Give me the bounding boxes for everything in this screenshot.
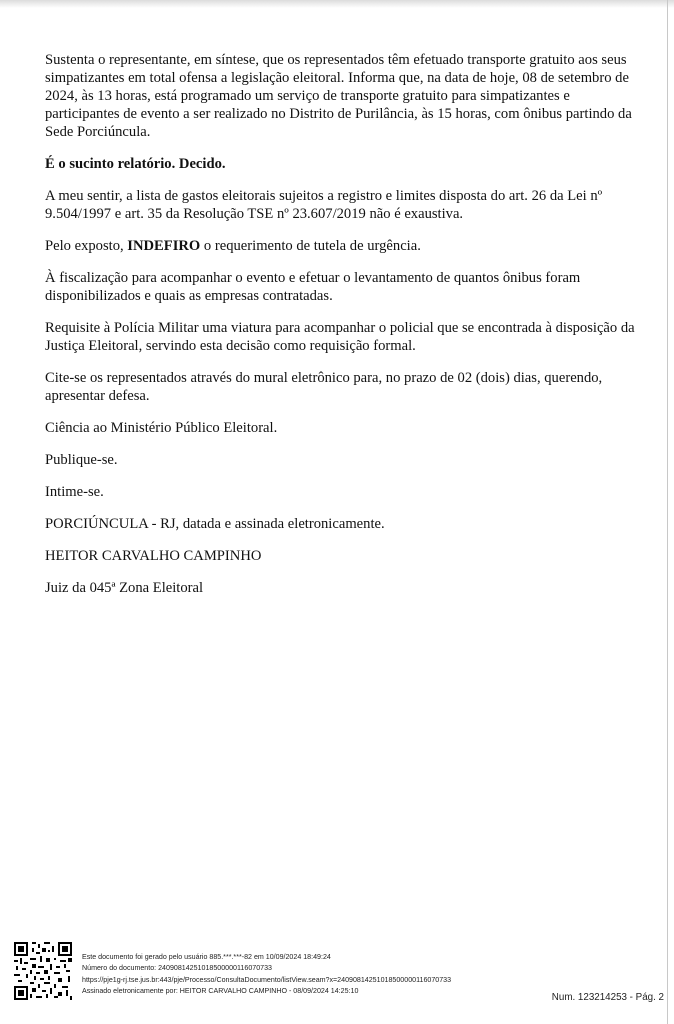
signer-name: HEITOR CARVALHO CAMPINHO	[45, 548, 262, 564]
qr-code-icon	[14, 942, 72, 1000]
signer-title: Juiz da 045ª Zona Eleitoral	[45, 580, 204, 596]
paragraph-police-request: Requisite à Polícia Militar uma viatura para acompanhar o policial que se encontrada à disposição da Justiça Eleitoral, servindo esta decisão como requisição formal.	[45, 320, 635, 354]
paragraph-opinion: A meu sentir, a lista de gastos eleitorais sujeitos a registro e limites disposta do art. 26 da Lei nº 9.504/1997 e art. 35 da Resolução TSE nº 23.607/2019 não é exaustiva.	[45, 188, 603, 222]
paragraph-summary: Sustenta o representante, em síntese, que os representados têm efetuado transporte gratuito aos seus simpatizantes em total ofensa a legislação eleitoral. Informa que, na data de hoje, 08 de setembro de 2024, às 13 horas, está programado um serviço de transporte gratuito para simpatizantes e participantes de evento a ser realizado no Distrito de Purilância, às 15 horas, com ônibus partindo da Sede Porciúncula.	[45, 52, 632, 140]
footer-document-number: Número do documento: 24090814251018500000116070733	[82, 964, 272, 973]
document-body	[45, 51, 635, 611]
paragraph-prosecutor-notice: Ciência ao Ministério Público Eleitoral.	[45, 420, 278, 436]
ruling-decision: INDEFIRO	[127, 238, 201, 254]
footer-generated-line: Este documento foi gerado pelo usuário 885.***.***-82 em 10/09/2024 18:49:24	[82, 953, 331, 961]
page-number: Num. 123214253 - Pág. 2	[551, 992, 664, 1003]
paragraph-citation: Cite-se os representados através do mural eletrônico para, no prazo de 02 (dois) dias, querendo, apresentar defesa.	[45, 370, 603, 404]
ruling-suffix: o requerimento de tutela de urgência.	[200, 238, 421, 254]
paragraph-publish: Publique-se.	[45, 452, 118, 468]
paragraph-notify: Intime-se.	[45, 484, 104, 500]
paragraph-inspection: À fiscalização para acompanhar o evento e efetuar o levantamento de quantos ônibus foram disponibilizados e quais as empresas contratadas.	[45, 270, 581, 304]
ruling-prefix: Pelo exposto,	[45, 238, 128, 254]
paragraph-place-date: PORCIÚNCULA - RJ, datada e assinada eletronicamente.	[45, 516, 385, 532]
paragraph-report-heading: É o sucinto relatório. Decido.	[45, 156, 226, 172]
paragraph-ruling	[45, 237, 635, 255]
footer-metadata	[82, 952, 552, 997]
footer-document-url[interactable]: https://pje1g-rj.tse.jus.br:443/pje/Processo/ConsultaDocumento/listView.seam?x=24090814251018500000116070733	[82, 975, 452, 984]
page-right-edge	[667, 0, 668, 1024]
footer-signature-line: Assinado eletronicamente por: HEITOR CARVALHO CAMPINHO - 08/09/2024 14:25:10	[82, 986, 359, 995]
document-footer	[12, 940, 664, 1004]
page-top-edge	[0, 0, 674, 8]
